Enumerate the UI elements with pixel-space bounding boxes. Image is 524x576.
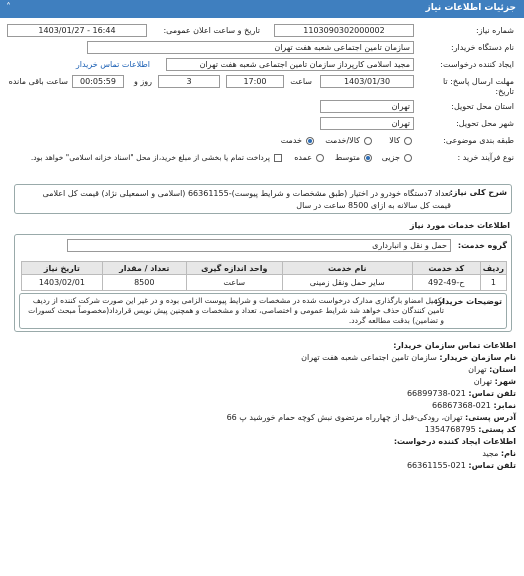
category-radio-goods-service[interactable]: [364, 137, 372, 145]
contact-city: تهران: [473, 377, 493, 386]
deadline-time-label: ساعت: [290, 77, 312, 86]
deadline-date-label: تاریخ:: [495, 87, 514, 96]
contact-org-label: نام سازمان خریدار:: [439, 353, 516, 362]
column-header-qty: تعداد / مقدار: [102, 262, 186, 275]
remaining-label: ساعت باقی مانده: [8, 77, 68, 86]
buyer-notes-label: توضیحات خریدار:: [434, 297, 502, 306]
column-header-name: نام خدمت: [282, 262, 412, 275]
city-field: تهران: [320, 117, 414, 130]
days-field: 3: [158, 75, 220, 88]
buyer-org-field: سازمان تامین اجتماعی شعبه هفت تهران: [87, 41, 414, 54]
buyer-notes-box: [19, 293, 507, 329]
contact-phone-line: [216, 388, 516, 400]
creator-phone-label: تلفن تماس:: [468, 461, 516, 470]
creator-name: مجید: [482, 449, 499, 458]
category-radio-goods[interactable]: [404, 137, 412, 145]
category-option-goods: کالا: [389, 136, 400, 145]
table-row: [22, 275, 507, 291]
remaining-time-field: 00:05:59: [72, 75, 124, 88]
contact-address: تهران، رودکی-قبل از چهارراه مرتضوی نبش کوچه حمام خورشید پ 66: [226, 413, 463, 422]
deadline-label: مهلت ارسال پاسخ: تا: [442, 77, 514, 86]
column-header-unit: واحد اندازه گیری: [186, 262, 282, 275]
creator-field: مجید اسلامی کارپرداز سازمان تامین اجتماعی شعبه هفت تهران: [166, 58, 414, 71]
contact-province: تهران: [468, 365, 487, 374]
services-section-title: اطلاعات خدمات مورد نیاز: [409, 221, 510, 230]
contact-address-label: آدرس پستی:: [465, 413, 516, 422]
service-group-label: گروه خدمت:: [457, 241, 507, 250]
description-text: تعداد 7دستگاه خودرو در اختیار (طبق مشخصات و شرایط پیوست)-66361155 (اسلامی و اسمعیلی نژاد) قیمت کل اعلامی قیمت کل سالانه به ازای 8500 ساعت در سال: [42, 189, 451, 210]
contact-phone: 66899738-021: [406, 389, 466, 398]
cell-row: 1: [480, 275, 506, 291]
process-option-minor: جزیی: [381, 153, 400, 162]
need-details-form: [2, 22, 522, 172]
cell-unit: ساعت: [186, 275, 282, 291]
contact-city-label: شهر:: [494, 377, 516, 386]
contact-postal-label: کد پستی:: [478, 425, 516, 434]
cell-date: 1403/02/01: [22, 275, 103, 291]
province-label: استان محل تحویل:: [451, 102, 514, 111]
buyer-notes-text: تکمیل امضاو بارگذاری مدارک درخواست شده در مشخصات و شرایط پیوست الزامی بوده و در غیر این صورت شرکت کننده از ردیف تامین کنندگان حذف خواهد شد شرایط عمومی و اختصاصی، تعداد و مشخصات و همچنین پیش نویس قرارداد(مخصوصاً مبحث کسورات و تضامین) بدقت مطالعه گردد.: [28, 296, 444, 325]
column-header-date: تاریخ نیاز: [22, 262, 103, 275]
creator-contact-title: اطلاعات ایجاد کننده درخواست:: [393, 437, 516, 446]
category-label: طبقه بندی موضوعی:: [443, 136, 514, 145]
creator-phone-line: [216, 460, 516, 472]
contact-info: [216, 340, 516, 472]
payment-note: پرداخت تمام یا بخشی از مبلغ خرید،از محل "اسناد خزانه اسلامی" خواهد بود.: [30, 153, 270, 162]
deadline-date-field: 1403/01/30: [320, 75, 414, 88]
contact-org-line: [216, 352, 516, 364]
buyer-contact-link[interactable]: اطلاعات تماس خریدار: [75, 60, 150, 69]
cell-code: ح-49-492: [412, 275, 480, 291]
deadline-time-field: 17:00: [226, 75, 284, 88]
announce-label: تاریخ و ساعت اعلان عمومی:: [163, 26, 260, 35]
contact-province-line: [216, 364, 516, 376]
contact-address-line: [216, 412, 516, 424]
page-header: [0, 0, 524, 18]
process-radio-major[interactable]: [316, 154, 324, 162]
cell-qty: 8500: [102, 275, 186, 291]
process-option-major: عمده: [294, 153, 312, 162]
province-field: تهران: [320, 100, 414, 113]
buyer-org-label: نام دستگاه خریدار:: [451, 43, 514, 52]
buyer-contact-title: اطلاعات تماس سازمان خریدار:: [393, 341, 516, 350]
creator-label: ایجاد کننده درخواست:: [440, 60, 514, 69]
services-section: [14, 234, 512, 332]
contact-province-label: استان:: [489, 365, 516, 374]
creator-name-label: نام:: [500, 449, 516, 458]
contact-fax: 66867368-021: [432, 401, 491, 410]
services-table: [21, 261, 507, 291]
creator-name-line: [216, 448, 516, 460]
process-radio-medium[interactable]: [364, 154, 372, 162]
page-title: جزئیات اطلاعات نیاز: [425, 3, 516, 13]
contact-fax-label: نمابر:: [493, 401, 516, 410]
process-option-medium: متوسط: [334, 153, 360, 162]
contact-postal: 1354768795: [424, 425, 476, 434]
need-number-label: شماره نیاز:: [476, 26, 514, 35]
column-header-row: ردیف: [480, 262, 506, 275]
city-label: شهر محل تحویل:: [456, 119, 514, 128]
chevron-up-icon[interactable]: ˄: [6, 2, 11, 13]
description-section: [14, 184, 512, 214]
contact-fax-line: [216, 400, 516, 412]
process-label: نوع فرآیند خرید :: [457, 153, 514, 162]
contact-city-line: [216, 376, 516, 388]
contact-org: سازمان تامین اجتماعی شعبه هفت تهران: [301, 353, 437, 362]
cell-name: سایر حمل ونقل زمینی: [282, 275, 412, 291]
announce-field: 1403/01/27 - 16:44: [7, 24, 147, 37]
process-radio-minor[interactable]: [404, 154, 412, 162]
contact-postal-line: [216, 424, 516, 436]
column-header-code: کد خدمت: [412, 262, 480, 275]
contact-phone-label: تلفن تماس:: [468, 389, 516, 398]
table-header-row: [22, 262, 507, 275]
category-option-goods-service: کالا/خدمت: [325, 136, 360, 145]
creator-phone: 66361155-021: [406, 461, 466, 470]
treasury-checkbox[interactable]: [274, 154, 282, 162]
description-label: شرح کلی نیاز:: [449, 188, 507, 197]
category-option-service: خدمت: [280, 136, 302, 145]
service-group-field: حمل و نقل و انبارداری: [67, 239, 451, 252]
days-label: روز و: [134, 77, 152, 86]
need-number-field: 1103090302000002: [274, 24, 414, 37]
category-radio-service[interactable]: [306, 137, 314, 145]
